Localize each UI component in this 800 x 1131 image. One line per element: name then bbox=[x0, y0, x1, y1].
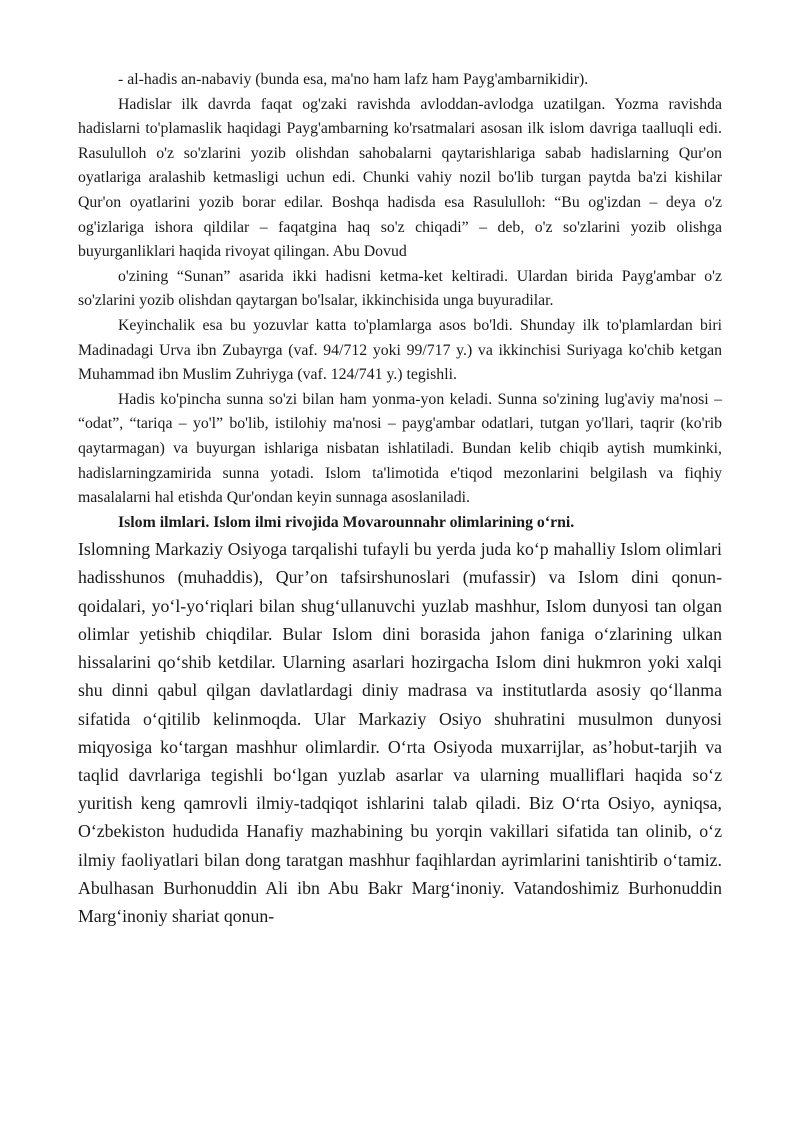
paragraph-sunna: Hadis ko'pincha sunna so'zi bilan ham yonma-yon keladi. Sunna so'zining lug'aviy ma'nosi – “odat”, “tariqa – yo'l” bo'lib, istilohiy ma'nosi – payg'ambar odatlari, tutgan yo'llari, taqrir (ko'rib qaytarmagan) va buyurgan ishlariga nisbatan ishlatiladi. Bundan kelib chiqib aytish mumkinki, hadislarningzamirida sunna yotadi. Islom ta'limotida e'tiqod mezonlarini belgilash va fiqhiy masalalarni hal etishda Qur'ondan keyin sunnaga asoslaniladi. bbox=[78, 390, 722, 507]
paragraph-sunan: o'zining “Sunan” asarida ikki hadisni ketma-ket keltiradi. Ulardan birida Payg'ambar o'z so'zlarini yozib olishdan qaytargan bo'lsalar, ikkinchisida unga buyuradilar. bbox=[78, 267, 722, 310]
document-page bbox=[78, 68, 722, 930]
paragraph-oral-transmission: Hadislar ilk davrda faqat og'zaki ravishda avloddan-avlodga uzatilgan. Yozma ravishda hadislarni to'plamaslik haqidagi Payg'ambarning ko'rsatmalari asosan ilk islom davriga taalluqli edi. Rasululloh o'z so'zlarini yozib olishdan sahobalarni qaytarishlariga sabab hadislarning Qur'on oyatlariga aralashib ketmasligi uchun edi. Chunki vahiy nozil bo'lib turgan paytda ba'zi kishilar Qur'on oyatlarini yozib borar edilar. Boshqa hadisda esa Rasululloh: “Bu og'izdan – deya o'z og'izlariga ishora qildilar – faqatgina haq so'z chiqadi” – deb, o'z so'zlarini yozib olishga buyurganliklari haqida rivoyat qilingan. Abu Dovud bbox=[78, 95, 722, 261]
paragraph-collections: Keyinchalik esa bu yozuvlar katta to'plamlarga asos bo'ldi. Shunday ilk to'plamlardan biri Madinadagi Urva ibn Zubayrga (vaf. 94/712 yoki 99/717 y.) va ikkinchisi Suriyaga ko'chib ketgan Muhammad ibn Muslim Zuhriyga (vaf. 124/741 y.) tegishli. bbox=[78, 316, 722, 384]
section-heading: Islom ilmlari. Islom ilmi rivojida Movarounnahr olimlarining o‘rni. bbox=[118, 513, 575, 531]
paragraph-hadis-nabaviy: - al-hadis an-nabaviy (bunda esa, ma'no ham lafz ham Payg'ambarnikidir). bbox=[118, 71, 589, 88]
paragraph-movarounnahr-scholars: Islomning Markaziy Osiyoga tarqalishi tufayli bu yerda juda ko‘p mahalliy Islom olimlari hadisshunos (muhaddis), Qur’on tafsirshunoslari (mufassir) va Islom dini qonun-qoidalari, yo‘l-yo‘riqlari bilan shug‘ullanuvchi yuzlab mashhur, Islom dunyosi tan olgan olimlar yetishib chiqdilar. Bular Islom dini borasida jahon faniga o‘zlarining ulkan hissalarini qo‘shib ketdilar. Ularning asarlari hozirgacha Islom dini hukmron yoki xalqi shu dinni qabul qilgan davlatlardagi diniy madrasa va institutlarda asosiy qo‘llanma sifatida o‘qitilib kelinmoqda. Ular Markaziy Osiyo shuhratini musulmon dunyosi miqyosiga ko‘targan mashhur olimlardir. O‘rta Osiyoda muxarrijlar, as’hobut-tarjih va taqlid davrlariga tegishli bo‘lgan yuzlab asarlar va ularning mualliflari haqida so‘z yuritish keng qamrovli ilmiy-tadqiqot ishlarini talab qiladi. Biz O‘rta Osiyo, ayniqsa, O‘zbekiston hududida Hanafiy mazhabining bu yorqin vakillari sifatida tan olinib, o‘z ilmiy faoliyatlari bilan dong taratgan mashhur faqihlardan ayrimlarini tanishtirib o‘tamiz. Abulhasan Burhonuddin Ali ibn Abu Bakr Marg‘inoniy. Vatandoshimiz Burhonuddin Marg‘inoniy shariat qonun- bbox=[78, 539, 722, 926]
